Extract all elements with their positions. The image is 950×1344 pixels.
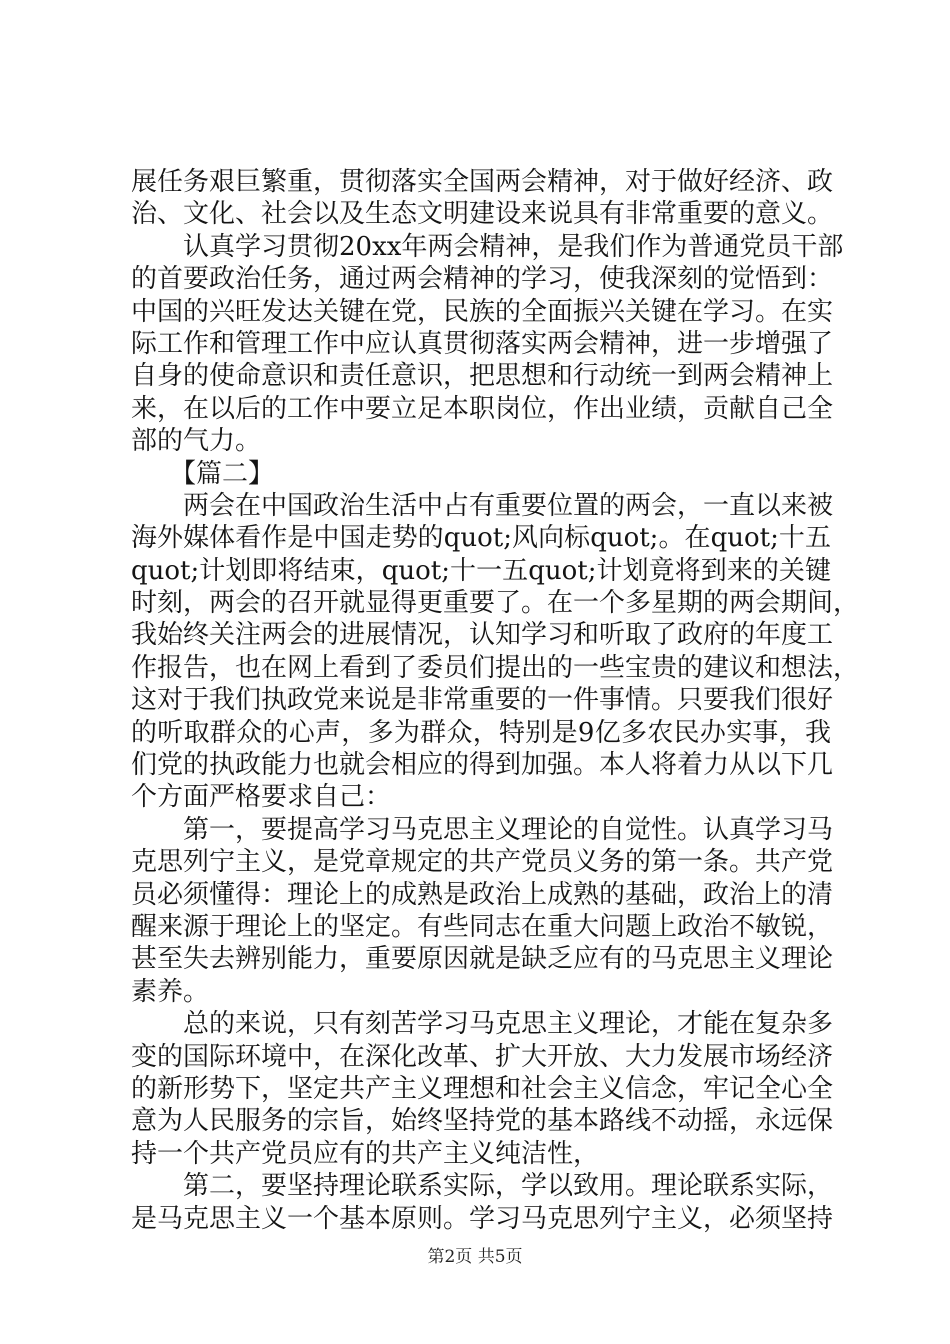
text-line: 【篇二】 <box>131 458 275 489</box>
text-line: 我始终关注两会的进展情况，认知学习和听取了政府的年度工 <box>131 620 834 651</box>
text-line: 作报告，也在网上看到了委员们提出的一些宝贵的建议和想法， <box>131 652 860 683</box>
text-line: 认真学习贯彻20xx年两会精神，是我们作为普通党员干部 <box>131 231 844 262</box>
text-line: 员必须懂得：理论上的成熟是政治上成熟的基础，政治上的清 <box>131 879 834 910</box>
page-footer: 第2页 共5页 <box>427 1247 523 1267</box>
text-line: 际工作和管理工作中应认真贯彻落实两会精神，进一步增强了 <box>131 328 834 359</box>
text-line: 中国的兴旺发达关键在党，民族的全面振兴关键在学习。在实 <box>131 296 834 327</box>
text-line: 海外媒体看作是中国走势的quot;风向标quot;。在quot;十五 <box>131 523 831 554</box>
text-line: 的听取群众的心声，多为群众，特别是9亿多农民办实事，我 <box>131 717 831 748</box>
text-line: 两会在中国政治生活中占有重要位置的两会，一直以来被 <box>131 490 834 521</box>
text-line: 的首要政治任务，通过两会精神的学习，使我深刻的觉悟到： <box>131 264 834 295</box>
text-line: 们党的执政能力也就会相应的得到加强。本人将着力从以下几 <box>131 750 834 781</box>
text-line: 第一，要提高学习马克思主义理论的自觉性。认真学习马 <box>131 814 834 845</box>
text-line: 持一个共产党员应有的共产主义纯洁性， <box>131 1138 600 1169</box>
text-line: 这对于我们执政党来说是非常重要的一件事情。只要我们很好 <box>131 685 834 716</box>
document-body <box>131 166 860 1235</box>
text-line: 素养。 <box>131 976 210 1007</box>
text-line: 的新形势下，坚定共产主义理想和社会主义信念，牢记全心全 <box>131 1073 834 1104</box>
text-line: 醒来源于理论上的坚定。有些同志在重大问题上政治不敏锐， <box>131 911 834 942</box>
text-line: 自身的使命意识和责任意识，把思想和行动统一到两会精神上 <box>131 361 834 392</box>
text-line: 意为人民服务的宗旨，始终坚持党的基本路线不动摇，永远保 <box>131 1106 834 1137</box>
text-line: 克思列宁主义，是党章规定的共产党员义务的第一条。共产党 <box>131 847 834 878</box>
text-line: 甚至失去辨别能力，重要原因就是缺乏应有的马克思主义理论 <box>131 944 834 975</box>
text-line: 来，在以后的工作中要立足本职岗位，作出业绩，贡献自己全 <box>131 393 834 424</box>
text-line: quot;计划即将结束，quot;十一五quot;计划竟将到来的关键 <box>131 555 831 586</box>
text-line: 是马克思主义一个基本原则。学习马克思列宁主义，必须坚持 <box>131 1203 834 1234</box>
text-line: 变的国际环境中，在深化改革、扩大开放、大力发展市场经济 <box>131 1041 834 1072</box>
text-line: 时刻，两会的召开就显得更重要了。在一个多星期的两会期间， <box>131 588 860 619</box>
text-line: 第二，要坚持理论联系实际，学以致用。理论联系实际， <box>131 1171 834 1202</box>
text-line: 治、文化、社会以及生态文明建设来说具有非常重要的意义。 <box>131 199 834 230</box>
text-line: 个方面严格要求自己： <box>131 782 392 813</box>
text-line: 总的来说，只有刻苦学习马克思主义理论，才能在复杂多 <box>131 1009 834 1040</box>
text-line: 部的气力。 <box>131 426 262 457</box>
text-line: 展任务艰巨繁重，贯彻落实全国两会精神，对于做好经济、政 <box>131 167 834 197</box>
